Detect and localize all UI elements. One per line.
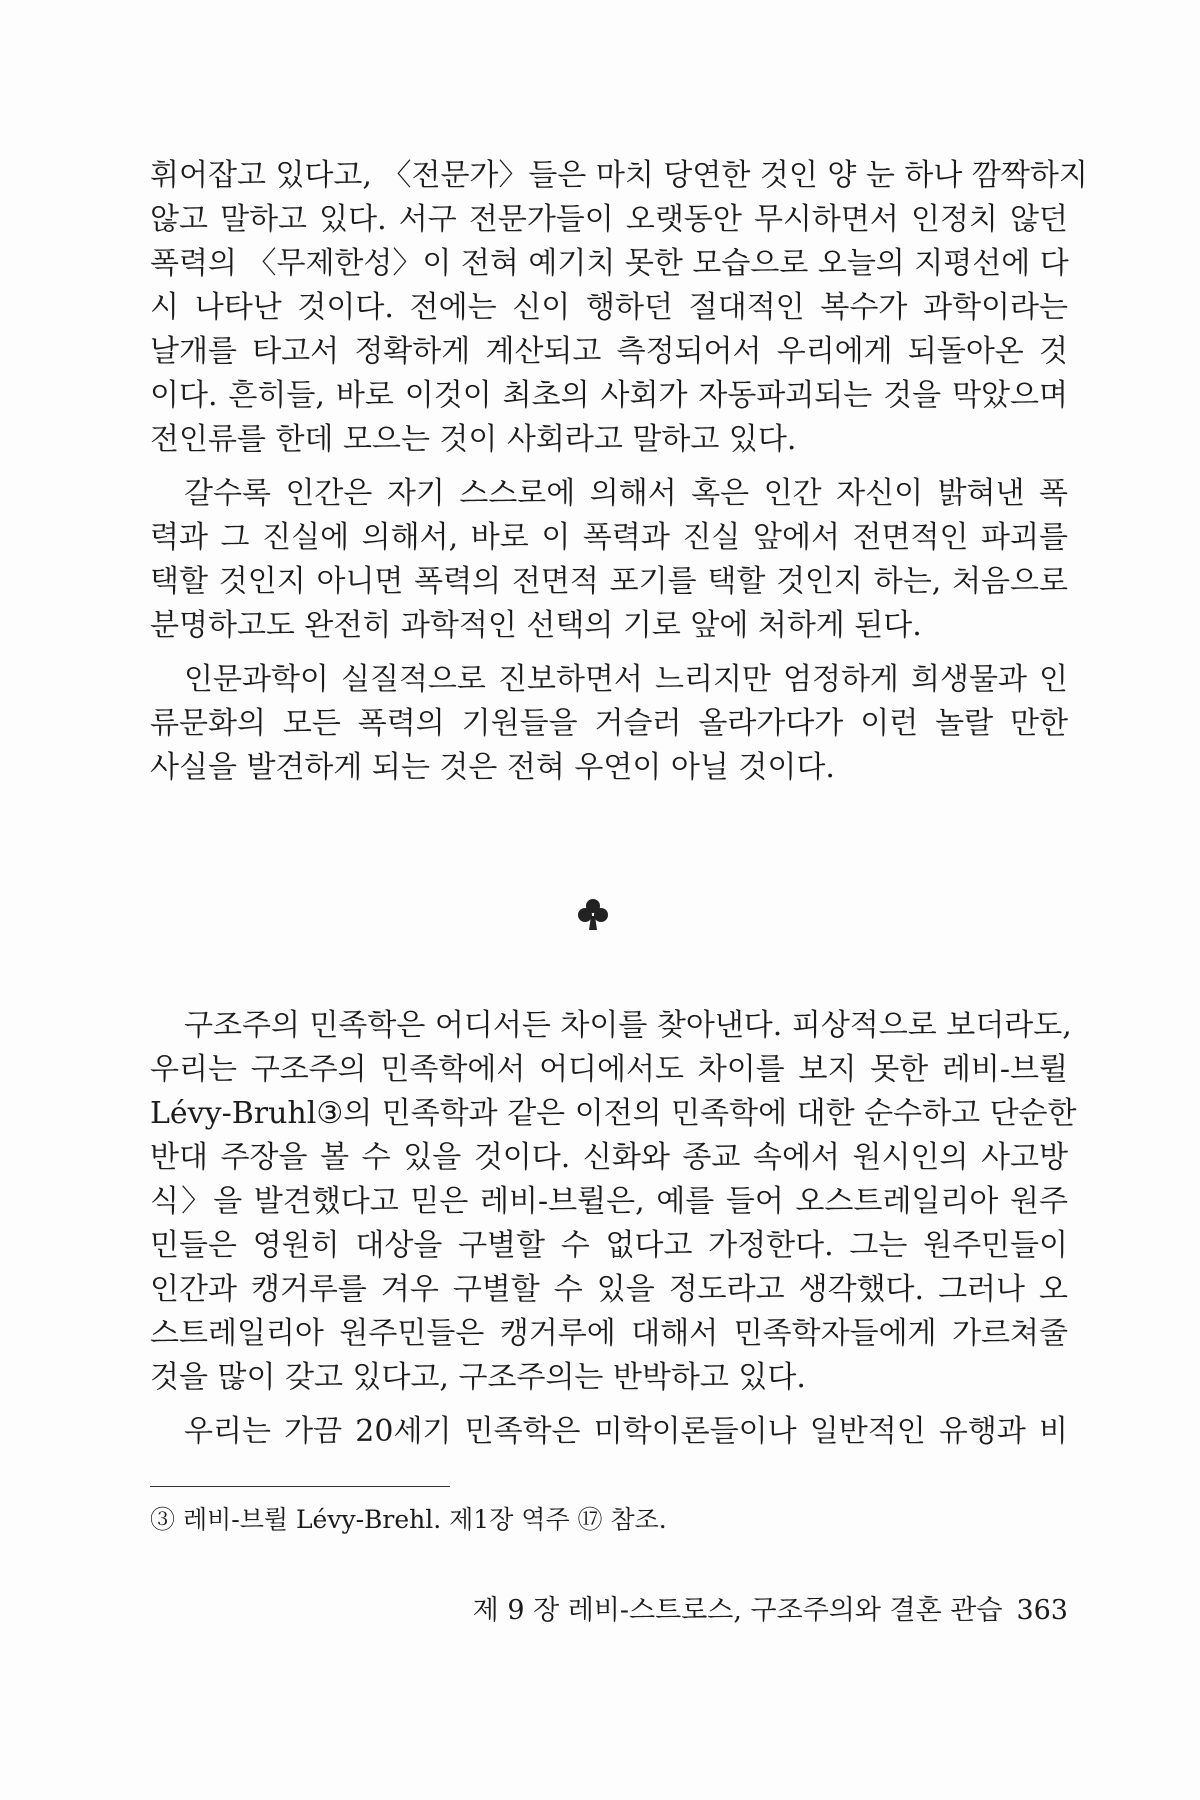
text-line: 이다. 흔히들, 바로 이것이 최초의 사회가 자동파괴되는 것을 막았으며 <box>150 378 1068 413</box>
footnote: ③ 레비-브륄 Lévy-Brehl. 제1장 역주 ⑰ 참조. <box>150 1505 667 1534</box>
text-line: 민들은 영원히 대상을 구별할 수 없다고 가정한다. 그는 원주민들이 <box>150 1228 1068 1263</box>
text-line: 폭력의 〈무제한성〉이 전혀 예기치 못한 모습으로 오늘의 지평선에 다 <box>150 246 1069 281</box>
text-line: 갈수록 인간은 자기 스스로에 의해서 혹은 인간 자신이 밝혀낸 폭 <box>184 476 1068 511</box>
footnote-divider <box>150 1486 450 1487</box>
club-icon <box>578 898 608 932</box>
chapter-title: 제 9 장 레비-스트로스, 구조주의와 결혼 관습 <box>472 1595 1003 1626</box>
text-line: 분명하고도 완전히 과학적인 선택의 기로 앞에 처하게 된다. <box>150 608 922 643</box>
page-number: 363 <box>1016 1595 1068 1626</box>
text-line: 시 나타난 것이다. 전에는 신이 행하던 절대적인 복수가 과학이라는 <box>150 290 1068 325</box>
text-line: 구조주의 민족학은 어디서든 차이를 찾아낸다. 피상적으로 보더라도, <box>184 1008 1072 1043</box>
text-line: 않고 말하고 있다. 서구 전문가들이 오랫동안 무시하면서 인정치 않던 <box>150 202 1068 237</box>
text-line: 인문과학이 실질적으로 진보하면서 느리지만 엄정하게 희생물과 인 <box>184 662 1068 697</box>
text-line: 사실을 발견하게 되는 것은 전혀 우연이 아닐 것이다. <box>150 750 835 785</box>
text-line: 휘어잡고 있다고, 〈전문가〉들은 마치 당연한 것인 양 눈 하나 깜짝하지 <box>150 158 1088 193</box>
text-line: 전인류를 한데 모으는 것이 사회라고 말하고 있다. <box>150 422 797 457</box>
text-line: 스트레일리아 원주민들은 캥거루에 대해서 민족학자들에게 가르쳐줄 <box>150 1316 1068 1351</box>
text-line: Lévy-Bruhl③의 민족학과 같은 이전의 민족학에 대한 순수하고 단순한 <box>150 1096 1077 1131</box>
text-line: 식〉을 발견했다고 믿은 레비-브륄은, 예를 들어 오스트레일리아 원주 <box>150 1184 1068 1219</box>
text-line: 우리는 구조주의 민족학에서 어디에서도 차이를 보지 못한 레비-브륄 <box>150 1052 1068 1087</box>
running-footer <box>442 1588 1068 1627</box>
text-line: 우리는 가끔 20세기 민족학은 미학이론들이나 일반적인 유행과 비 <box>184 1414 1068 1449</box>
text-line: 것을 많이 갖고 있다고, 구조주의는 반박하고 있다. <box>150 1360 806 1395</box>
text-line: 류문화의 모든 폭력의 기원들을 거슬러 올라가다가 이런 놀랄 만한 <box>150 706 1068 741</box>
text-line: 인간과 캥거루를 겨우 구별할 수 있을 정도라고 생각했다. 그러나 오 <box>150 1272 1068 1307</box>
text-line: 날개를 타고서 정확하게 계산되고 측정되어서 우리에게 되돌아온 것 <box>150 334 1068 369</box>
text-line: 반대 주장을 볼 수 있을 것이다. 신화와 종교 속에서 원시인의 사고방 <box>150 1140 1068 1175</box>
text-line: 택할 것인지 아니면 폭력의 전면적 포기를 택할 것인지 하는, 처음으로 <box>150 564 1068 599</box>
text-line: 력과 그 진실에 의해서, 바로 이 폭력과 진실 앞에서 전면적인 파괴를 <box>150 520 1068 555</box>
